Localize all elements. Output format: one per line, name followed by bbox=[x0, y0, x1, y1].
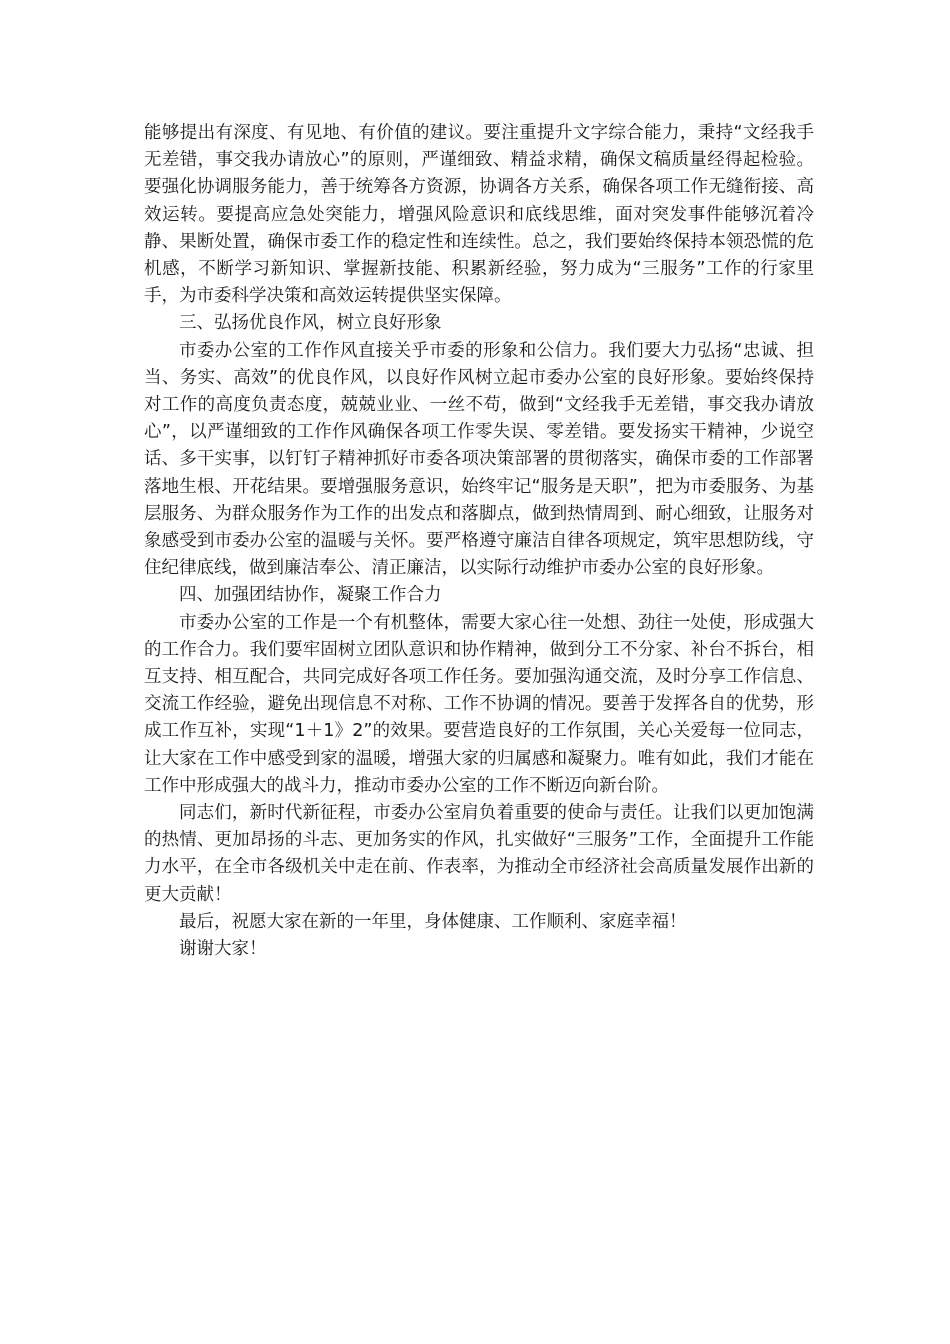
paragraph-closing: 同志们，新时代新征程，市委办公室肩负着重要的使命与责任。让我们以更加饱满的热情、更加昂扬的斗志、更加务实的作风，扎实做好“三服务”工作，全面提升工作能力水平，在全市各级机关中走在前、作表率，为推动全市经济社会高质量发展作出新的更大贡献！ bbox=[144, 803, 814, 905]
paragraph-style: 市委办公室的工作作风直接关乎市委的形象和公信力。我们要大力弘扬“忠诚、担当、务实、高效”的优良作风，以良好作风树立起市委办公室的良好形象。要始终保持对工作的高度负责态度，兢兢业业、一丝不苟，做到“文经我手无差错，事交我办请放心”，以严谨细致的工作作风确保各项工作零失误、零差错。要发扬实干精神，少说空话、多干实事，以钉钉子精神抓好市委各项决策部署的贯彻落实，确保市委的工作部署落地生根、开花结果。要增强服务意识，始终牢记“服务是天职”，把为市委服务、为基层服务、为群众服务作为工作的出发点和落脚点，做到热情周到、耐心细致，让服务对象感受到市委办公室的温暖与关怀。要严格遵守廉洁自律各项规定，筑牢思想防线，守住纪律底线，做到廉洁奉公、清正廉洁，以实际行动维护市委办公室的良好形象。 bbox=[144, 340, 814, 579]
paragraph-ability-continued: 能够提出有深度、有见地、有价值的建议。要注重提升文字综合能力，秉持“文经我手无差错，事交我办请放心”的原则，严谨细致、精益求精，确保文稿质量经得起检验。要强化协调服务能力，善于统筹各方资源，协调各方关系，确保各项工作无缝衔接、高效运转。要提高应急处突能力，增强风险意识和底线思维，面对突发事件能够沉着冷静、果断处置，确保市委工作的稳定性和连续性。总之，我们要始终保持本领恐慌的危机感，不断学习新知识、掌握新技能、积累新经验，努力成为“三服务”工作的行家里手，为市委科学决策和高效运转提供坚实保障。 bbox=[144, 123, 814, 307]
document-body bbox=[144, 120, 814, 963]
section-heading-4: 四、加强团结协作，凝聚工作合力 bbox=[179, 585, 442, 606]
paragraph-teamwork: 市委办公室的工作是一个有机整体，需要大家心往一处想、劲往一处使，形成强大的工作合力。我们要牢固树立团队意识和协作精神，做到分工不分家、补台不拆台，相互支持、相互配合，共同完成好各项工作任务。要加强沟通交流，及时分享工作信息、交流工作经验，避免出现信息不对称、工作不协调的情况。要善于发挥各自的优势，形成工作互补，实现“1＋1》2”的效果。要营造良好的工作氛围，关心关爱每一位同志，让大家在工作中感受到家的温暖，增强大家的归属感和凝聚力。唯有如此，我们才能在工作中形成强大的战斗力，推动市委办公室的工作不断迈向新台阶。 bbox=[144, 612, 814, 796]
paragraph-thanks: 谢谢大家！ bbox=[179, 939, 267, 960]
paragraph-wishes: 最后，祝愿大家在新的一年里，身体健康、工作顺利、家庭幸福！ bbox=[179, 911, 687, 932]
section-heading-3: 三、弘扬优良作风，树立良好形象 bbox=[179, 313, 442, 334]
